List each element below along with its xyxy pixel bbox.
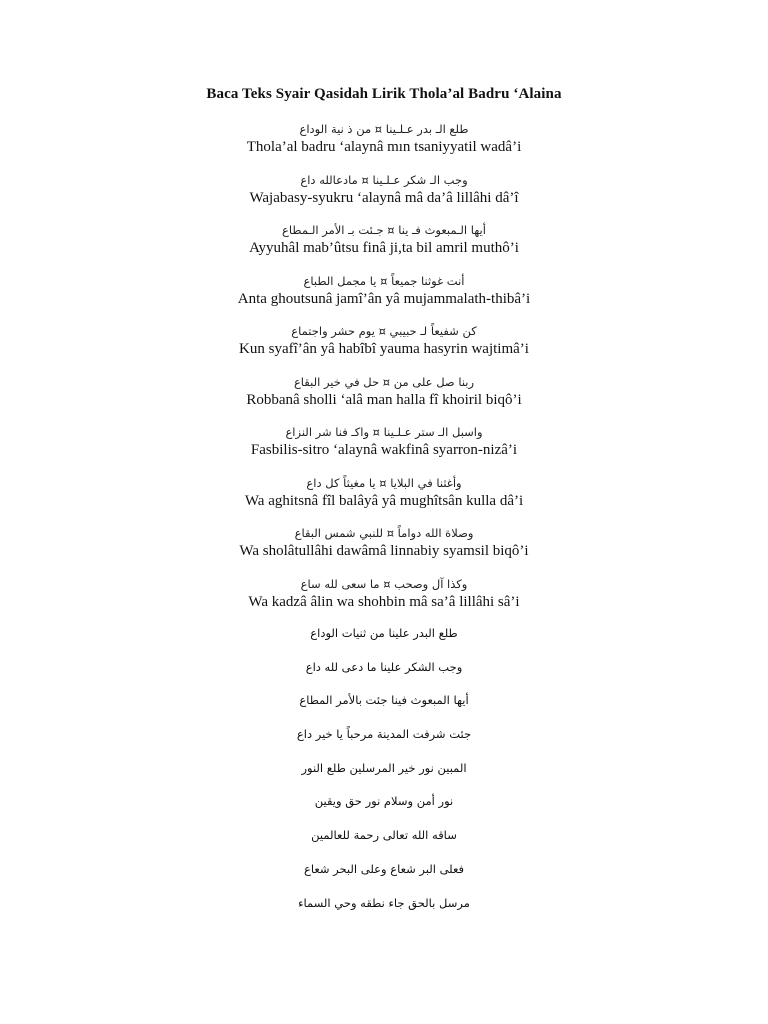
verse-arabic: أيها الـمبعوث فـ ينا ¤ جـئت بـ الأمر الـمطاع [282,223,486,237]
arabic-line: نور أمن وسلام نور حق ويقين [314,794,454,809]
verse-arabic: وجب الـ شكر عـلـينا ¤ مادعالله داع [300,172,468,187]
verse-arabic: ربنا صل على من ¤ حل في خير البقاع [293,374,475,389]
verse-arabic: طلع الـ بدر عـلـينا ¤ من ذ نية الوداع [299,122,469,136]
verse [0,373,768,424]
verse [0,272,768,323]
arabic-line: فعلى البر شعاع وعلى البحر شعاع [303,861,465,876]
verse-latin: Ayyuhâl mab’ûtsu finâ ji,ta bil amril muthô’i [249,240,519,256]
verse [0,221,768,272]
verse-latin: Robbanâ sholli ‘alâ man halla fî khoiril biqô’i [246,391,522,408]
document-title: Baca Teks Syair Qasidah Lirik Thola’al Badru ‘Alaina [206,86,562,102]
arabic-line: ساقه الله تعالى رحمة للعالمين [311,828,457,843]
verse-arabic: وكذا آل وصحب ¤ ما سعى لله ساع [300,576,468,591]
verse-arabic: وصلاة الله دواماً ¤ للنبي شمس البقاع [294,526,474,540]
verse-arabic: وأغثنا في البلايا ¤ يا مغيثاً كل داع [306,475,462,490]
verse-latin: Anta ghoutsunâ jamî’ân yâ mujammalath-thibâ’i [237,290,531,307]
verse-arabic: واسبل الـ ستر عـلـينا ¤ واكـ فنا شر النزاع [285,425,483,439]
verse-arabic: كن شفيعاً لـ حبيبي ¤ يوم حشر واجتماع [291,324,477,338]
arabic-line: وجب الشكر علينا ما دعى لله داع [305,659,463,674]
verse [0,524,768,575]
verse [0,423,768,474]
verse-latin: Wa kadzâ âlin wa shohbin mâ sa’â lillâhi sâ’i [248,593,520,610]
arabic-stanza [0,624,768,927]
verse [0,171,768,222]
arabic-line: أيها المبعوث فينا جئت بالأمر المطاع [299,693,469,708]
arabic-line: طلع البدر علينا من ثنيات الوداع [310,626,458,640]
arabic-line: مرسل بالحق جاء نطقه وحي السماء [298,895,470,910]
verse-arabic: أنت غوثنا جميعاً ¤ يا مجمل الطباع [303,273,465,288]
verse-latin: Fasbilis-sitro ‘alaynâ wakfinâ syarron-nizâ’i [250,442,518,458]
arabic-line: جئت شرفت المدينة مرحباً يا خير داع [296,727,472,742]
verse-latin: Wajabasy-syukru ‘alaynâ mâ da’â lillâhi dâ’î [249,189,519,206]
verse-latin: Wa sholâtullâhi dawâmâ linnabiy syamsil biqô’i [239,543,529,559]
verse-latin: Wa aghitsnâ fîl balâyâ yâ mughîtsân kulla dâ’i [244,492,524,509]
verse [0,474,768,525]
verse [0,120,768,171]
verse-list [0,120,768,625]
arabic-line: المبين نور خير المرسلين طلع النور [301,760,467,775]
verse [0,575,768,626]
verse-latin: Kun syafî’ân yâ habîbî yauma hasyrin wajtimâ’i [239,341,529,357]
verse [0,322,768,373]
verse-latin: Thola’al badru ‘alaynâ mın tsaniyyatil wadâ’i [246,139,522,155]
